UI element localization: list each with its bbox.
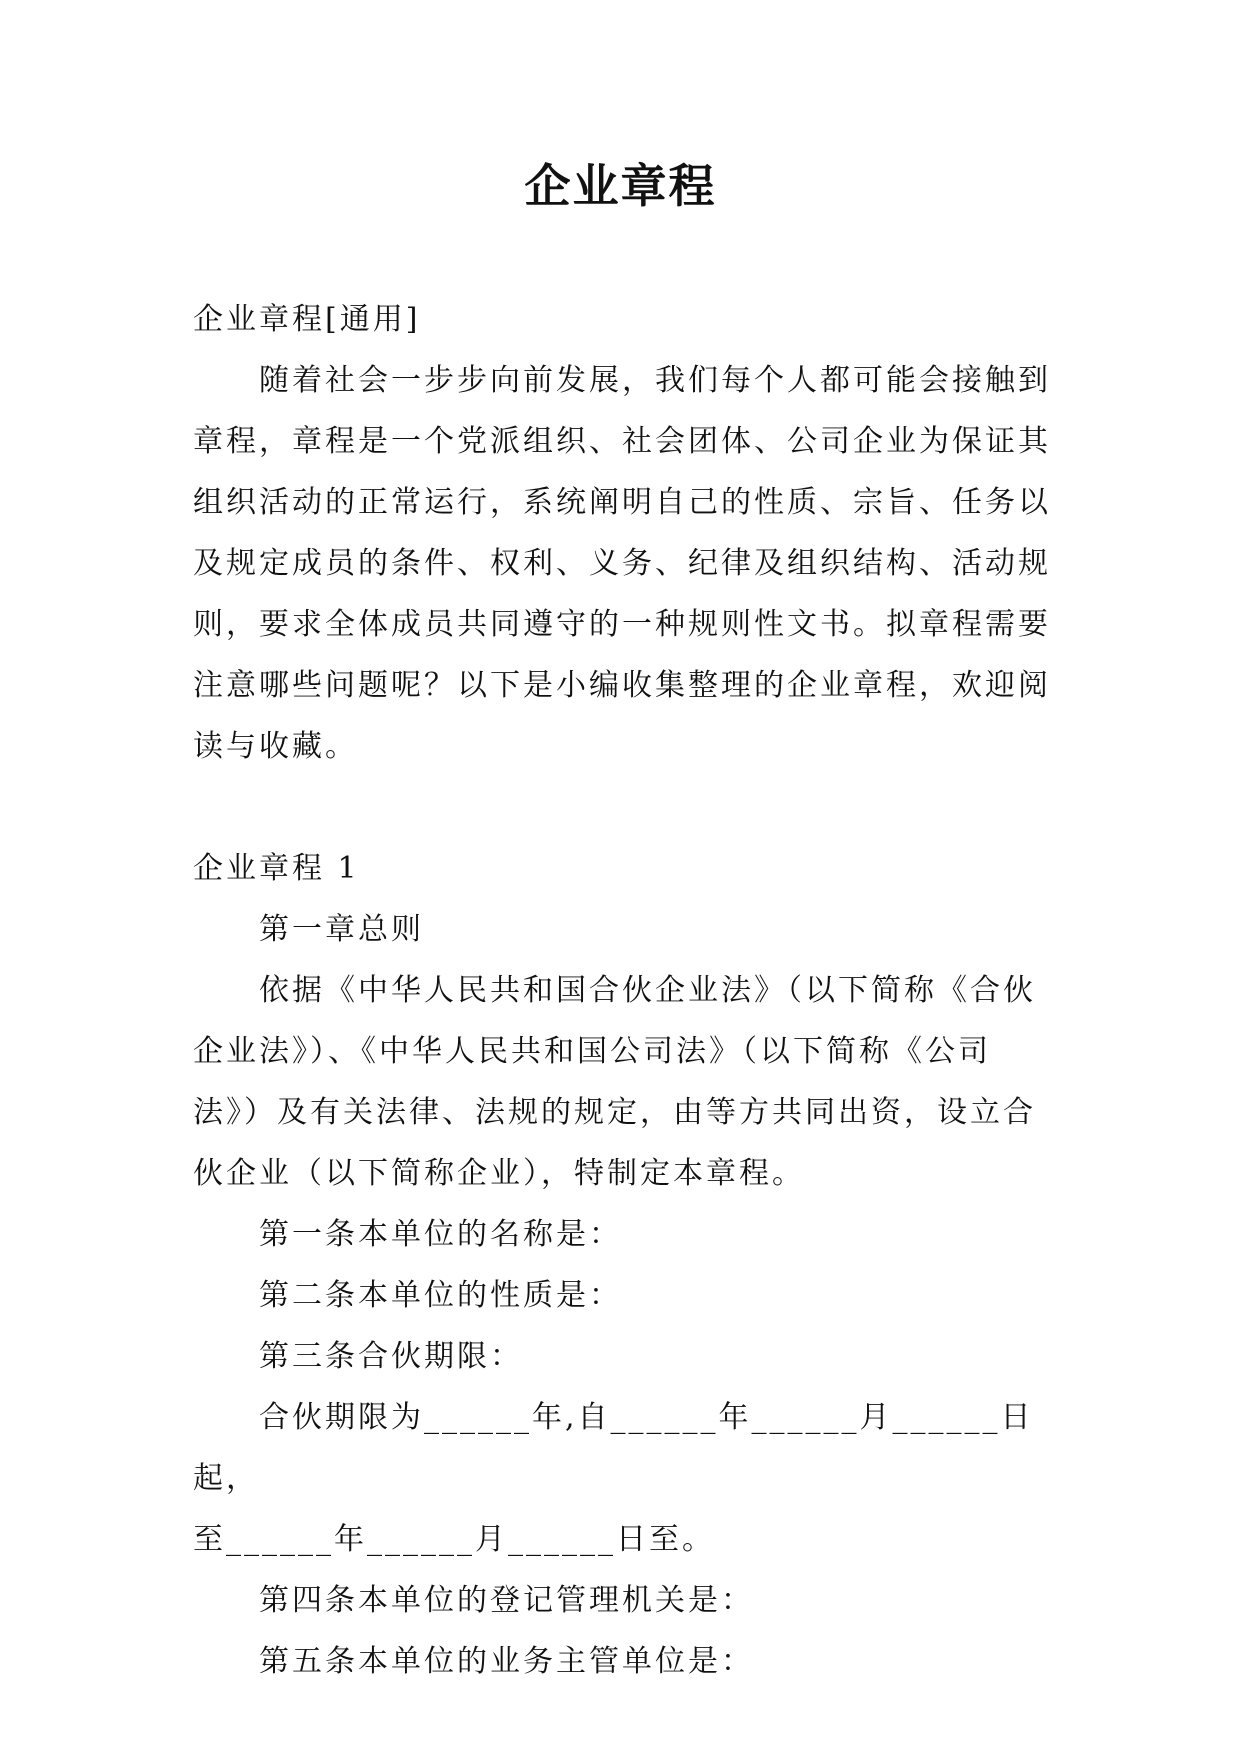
document-body [193, 289, 1053, 1692]
article-1: 第一条本单位的名称是： [259, 1217, 622, 1252]
basis-paragraph: 依据《中华人民共和国合伙企业法》（以下简称《合伙企业法》）、《中华人民共和国公司法》（以下简称《公司法》）及有关法律、法规的规定，由等方共同出资，设立合伙企业（以下简称企业），特制定本章程。 [193, 973, 1036, 1191]
article-3: 第三条合伙期限： [259, 1339, 523, 1374]
term-line-1: 合伙期限为______年,自______年______月______日起， [193, 1400, 1034, 1496]
document-title: 企业章程 [524, 159, 717, 213]
paragraph-spacer [193, 777, 1053, 838]
article-5: 第五条本单位的业务主管单位是： [259, 1644, 754, 1679]
section-title: 企业章程 1 [193, 851, 360, 886]
article-4: 第四条本单位的登记管理机关是： [259, 1583, 754, 1618]
article-2: 第二条本单位的性质是： [259, 1278, 622, 1313]
intro-paragraph: 随着社会一步步向前发展，我们每个人都可能会接触到章程，章程是一个党派组织、社会团体、公司企业为保证其组织活动的正常运行，系统阐明自己的性质、宗旨、任务以及规定成员的条件、权利、义务、纪律及组织结构、活动规则，要求全体成员共同遵守的一种规则性文书。拟章程需要注意哪些问题呢？以下是小编收集整理的企业章程，欢迎阅读与收藏。 [193, 363, 1051, 764]
chapter-title: 第一章总则 [259, 912, 424, 947]
term-line-2: 至______年______月______日至。 [193, 1522, 715, 1557]
subtitle: 企业章程[通用] [193, 302, 421, 337]
